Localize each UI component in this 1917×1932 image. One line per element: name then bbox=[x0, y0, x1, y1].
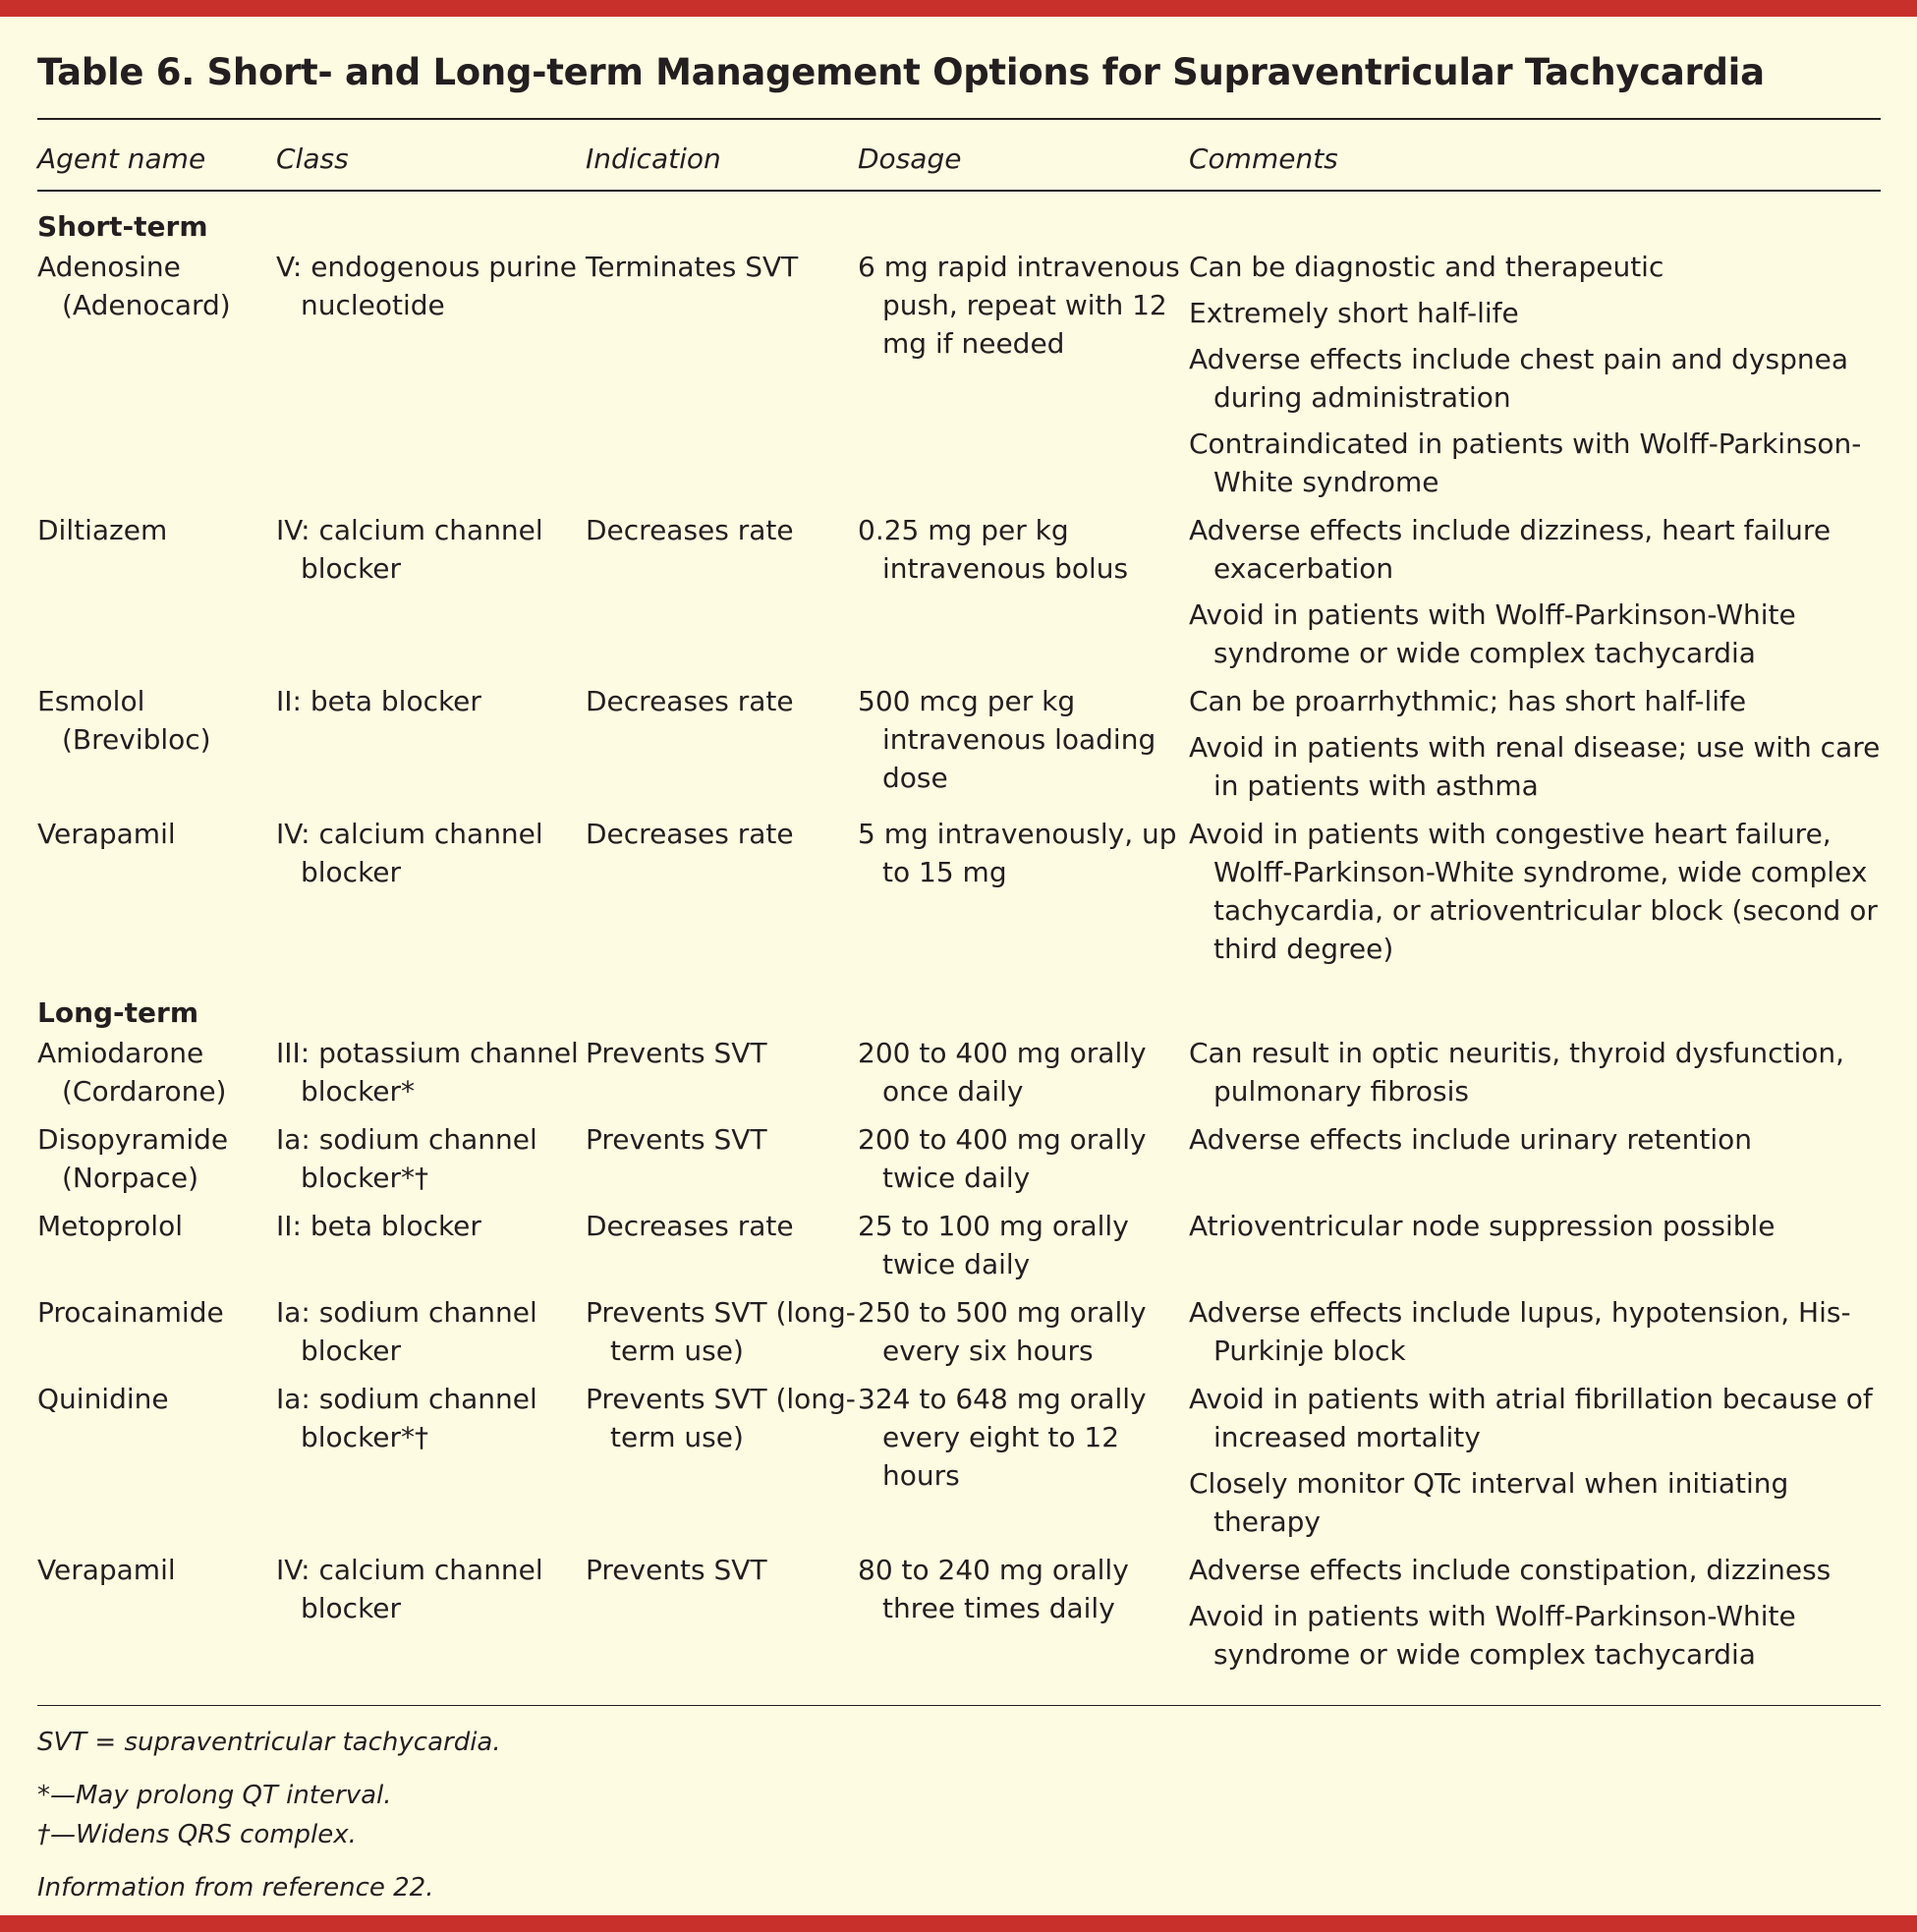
comment-item: Avoid in patients with Wolff-Parkinson-White syndrome or wide complex tachycardia bbox=[1189, 1600, 1796, 1672]
class-cell bbox=[276, 815, 586, 978]
indication-cell bbox=[586, 1207, 858, 1293]
indication-cell-text: Decreases rate bbox=[586, 1210, 794, 1243]
agent-cell-text: Procainamide bbox=[37, 1296, 224, 1330]
table-row bbox=[37, 682, 1881, 815]
class-cell-text: V: endogenous purine nucleotide bbox=[276, 251, 577, 322]
agent-cell-text: Verapamil bbox=[37, 818, 176, 851]
dosage-cell bbox=[858, 248, 1189, 511]
class-cell bbox=[276, 1551, 586, 1683]
agent-cell-text: Adenosine (Adenocard) bbox=[37, 251, 231, 322]
comments-cell bbox=[1189, 1120, 1881, 1207]
dosage-cell bbox=[858, 1120, 1189, 1207]
table-row bbox=[37, 1120, 1881, 1207]
dosage-cell-text: 25 to 100 mg orally twice daily bbox=[858, 1210, 1129, 1281]
indication-cell bbox=[586, 815, 858, 978]
indication-cell bbox=[586, 1293, 858, 1380]
indication-cell-text: Prevents SVT bbox=[586, 1123, 767, 1157]
header-comments: Comments bbox=[1189, 142, 1338, 176]
agent-cell-text: Verapamil bbox=[37, 1554, 176, 1587]
agent-cell bbox=[37, 248, 276, 511]
class-cell bbox=[276, 1207, 586, 1293]
indication-cell-text: Prevents SVT bbox=[586, 1037, 767, 1070]
indication-cell-text: Terminates SVT bbox=[586, 251, 799, 284]
comment-item: Contraindicated in patients with Wolff-Parkinson-White syndrome bbox=[1189, 427, 1862, 499]
footnotes bbox=[37, 1724, 1881, 1906]
indication-cell-text: Decreases rate bbox=[586, 818, 794, 851]
dosage-cell-text: 500 mcg per kg intravenous loading dose bbox=[858, 685, 1156, 795]
comment-item: Atrioventricular node suppression possible bbox=[1189, 1210, 1776, 1243]
table-row bbox=[37, 1207, 1881, 1293]
comment-item: Adverse effects include constipation, dizziness bbox=[1189, 1554, 1832, 1587]
agent-cell-text: Esmolol (Brevibloc) bbox=[37, 685, 211, 757]
comments-cell bbox=[1189, 1551, 1881, 1683]
class-cell-text: Ia: sodium channel blocker bbox=[276, 1296, 537, 1368]
dosage-cell bbox=[858, 1207, 1189, 1293]
comments-cell bbox=[1189, 1293, 1881, 1380]
comments-cell bbox=[1189, 1034, 1881, 1120]
section-label: Short-term bbox=[37, 210, 208, 244]
comment-item: Adverse effects include urinary retention bbox=[1189, 1123, 1753, 1157]
agent-cell bbox=[37, 1207, 276, 1293]
section-row bbox=[37, 978, 1881, 1034]
comments-cell bbox=[1189, 1380, 1881, 1551]
agent-cell-text: Disopyramide (Norpace) bbox=[37, 1123, 229, 1195]
indication-cell-text: Prevents SVT bbox=[586, 1554, 767, 1587]
dosage-cell-text: 6 mg rapid intravenous push, repeat with 12 mg if needed bbox=[858, 251, 1180, 361]
comment-item: Adverse effects include dizziness, heart failure exacerbation bbox=[1189, 514, 1832, 586]
agent-cell-text: Amiodarone (Cordarone) bbox=[37, 1037, 227, 1108]
footnote-asterisk: *—May prolong QT interval. bbox=[37, 1781, 392, 1811]
indication-cell bbox=[586, 1380, 858, 1551]
class-cell bbox=[276, 1034, 586, 1120]
header-class: Class bbox=[276, 142, 349, 176]
table-row bbox=[37, 1380, 1881, 1551]
class-cell-text: IV: calcium channel blocker bbox=[276, 1554, 543, 1625]
agent-cell bbox=[37, 1034, 276, 1120]
agent-cell-text: Diltiazem bbox=[37, 514, 168, 547]
dosage-cell bbox=[858, 1034, 1189, 1120]
header-row bbox=[37, 120, 1881, 191]
comments-cell bbox=[1189, 511, 1881, 682]
management-table bbox=[37, 120, 1881, 1683]
table-title: Table 6. Short- and Long-term Management Options for Supraventricular Tachycardia bbox=[37, 51, 1765, 93]
indication-cell bbox=[586, 1551, 858, 1683]
class-cell bbox=[276, 248, 586, 511]
class-cell-text: Ia: sodium channel blocker*† bbox=[276, 1123, 537, 1195]
comment-item: Adverse effects include chest pain and dyspnea during administration bbox=[1189, 343, 1849, 415]
indication-cell-text: Prevents SVT (long-term use) bbox=[586, 1383, 856, 1454]
dosage-cell-text: 5 mg intravenously, up to 15 mg bbox=[858, 818, 1177, 889]
comment-item: Can result in optic neuritis, thyroid dysfunction, pulmonary fibrosis bbox=[1189, 1037, 1844, 1108]
comment-item: Adverse effects include lupus, hypotension, His-Purkinje block bbox=[1189, 1296, 1851, 1368]
footnote-dagger: †—Widens QRS complex. bbox=[37, 1820, 357, 1850]
comments-cell bbox=[1189, 248, 1881, 511]
header-dosage: Dosage bbox=[858, 142, 962, 176]
header-agent: Agent name bbox=[37, 142, 206, 176]
comment-item: Avoid in patients with renal disease; use with care in patients with asthma bbox=[1189, 731, 1881, 803]
table-row bbox=[37, 815, 1881, 978]
indication-cell bbox=[586, 1120, 858, 1207]
table-row bbox=[37, 511, 1881, 682]
dosage-cell-text: 250 to 500 mg orally every six hours bbox=[858, 1296, 1147, 1368]
comment-item: Closely monitor QTc interval when initiating therapy bbox=[1189, 1467, 1789, 1539]
indication-cell bbox=[586, 511, 858, 682]
class-cell bbox=[276, 1380, 586, 1551]
dosage-cell bbox=[858, 682, 1189, 815]
footnote-abbreviation: SVT = supraventricular tachycardia. bbox=[37, 1728, 501, 1758]
class-cell bbox=[276, 682, 586, 815]
agent-cell bbox=[37, 815, 276, 978]
agent-cell-text: Quinidine bbox=[37, 1383, 169, 1416]
bottom-rule bbox=[37, 1705, 1881, 1706]
agent-cell bbox=[37, 1120, 276, 1207]
class-cell bbox=[276, 1120, 586, 1207]
indication-cell bbox=[586, 682, 858, 815]
table-container bbox=[37, 39, 1881, 1922]
comment-item: Extremely short half-life bbox=[1189, 297, 1519, 330]
class-cell-text: III: potassium channel blocker* bbox=[276, 1037, 579, 1108]
comments-cell bbox=[1189, 815, 1881, 978]
dosage-cell-text: 200 to 400 mg orally twice daily bbox=[858, 1123, 1147, 1195]
comment-item: Can be diagnostic and therapeutic bbox=[1189, 251, 1664, 284]
footnote-reference: Information from reference 22. bbox=[37, 1873, 434, 1904]
comments-cell bbox=[1189, 682, 1881, 815]
dosage-cell bbox=[858, 1293, 1189, 1380]
agent-cell bbox=[37, 1293, 276, 1380]
class-cell-text: IV: calcium channel blocker bbox=[276, 818, 543, 889]
class-cell-text: II: beta blocker bbox=[276, 1210, 481, 1243]
table-row bbox=[37, 1293, 1881, 1380]
bottom-accent-bar bbox=[0, 1915, 1917, 1932]
agent-cell bbox=[37, 682, 276, 815]
indication-cell bbox=[586, 248, 858, 511]
indication-cell-text: Decreases rate bbox=[586, 514, 794, 547]
agent-cell bbox=[37, 1380, 276, 1551]
dosage-cell-text: 324 to 648 mg orally every eight to 12 hours bbox=[858, 1383, 1147, 1493]
dosage-cell-text: 200 to 400 mg orally once daily bbox=[858, 1037, 1147, 1108]
class-cell bbox=[276, 1293, 586, 1380]
dosage-cell bbox=[858, 1380, 1189, 1551]
class-cell-text: IV: calcium channel blocker bbox=[276, 514, 543, 586]
agent-cell-text: Metoprolol bbox=[37, 1210, 183, 1243]
section-row bbox=[37, 191, 1881, 248]
dosage-cell bbox=[858, 1551, 1189, 1683]
top-accent-bar bbox=[0, 0, 1917, 17]
indication-cell-text: Prevents SVT (long-term use) bbox=[586, 1296, 856, 1368]
dosage-cell bbox=[858, 511, 1189, 682]
indication-cell bbox=[586, 1034, 858, 1120]
class-cell-text: II: beta blocker bbox=[276, 685, 481, 718]
table-row bbox=[37, 1551, 1881, 1683]
table-row bbox=[37, 1034, 1881, 1120]
comments-cell bbox=[1189, 1207, 1881, 1293]
class-cell bbox=[276, 511, 586, 682]
comment-item: Can be proarrhythmic; has short half-life bbox=[1189, 685, 1747, 718]
dosage-cell-text: 0.25 mg per kg intravenous bolus bbox=[858, 514, 1129, 586]
indication-cell-text: Decreases rate bbox=[586, 685, 794, 718]
comment-item: Avoid in patients with Wolff-Parkinson-White syndrome or wide complex tachycardia bbox=[1189, 598, 1796, 670]
comment-item: Avoid in patients with atrial fibrillation because of increased mortality bbox=[1189, 1383, 1873, 1454]
comment-item: Avoid in patients with congestive heart failure, Wolff-Parkinson-White syndrome, wide complex tachycardia, or atrioventricular block (second or third degree) bbox=[1189, 818, 1878, 966]
dosage-cell-text: 80 to 240 mg orally three times daily bbox=[858, 1554, 1129, 1625]
agent-cell bbox=[37, 511, 276, 682]
class-cell-text: Ia: sodium channel blocker*† bbox=[276, 1383, 537, 1454]
section-label: Long-term bbox=[37, 996, 199, 1030]
header-indication: Indication bbox=[586, 142, 721, 176]
dosage-cell bbox=[858, 815, 1189, 978]
agent-cell bbox=[37, 1551, 276, 1683]
table-row bbox=[37, 248, 1881, 511]
table-body bbox=[37, 191, 1881, 1683]
